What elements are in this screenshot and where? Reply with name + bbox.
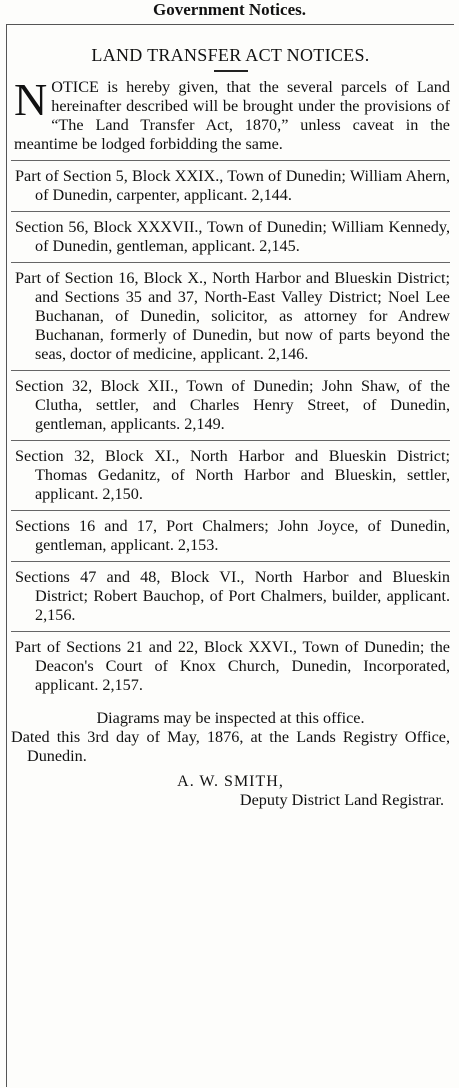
land-entry: Section 56, Block XXXVII., Town of Dunedin; William Kennedy, of Dunedin, gentleman, applicant. 2,145.	[15, 218, 450, 255]
land-entry: Sections 47 and 48, Block VI., North Harbor and Blueskin District; Robert Bauchop, of Port Chalmers, builder, applicant. 2,156.	[15, 568, 450, 624]
land-entry: Sections 16 and 17, Port Chalmers; John Joyce, of Dunedin, gentleman, applicant. 2,153.	[15, 517, 450, 554]
section-heading: Government Notices.	[153, 0, 306, 19]
entry-list	[7, 167, 454, 695]
title-rule	[214, 70, 248, 72]
land-entry: Section 32, Block XI., North Harbor and Blueskin District; Thomas Gedanitz, of North Harbor and Blueskin, settler, applicant. 2,150.	[15, 447, 450, 503]
dated-line: Dated this 3rd day of May, 1876, at the Lands Registry Office, Dunedin.	[11, 728, 450, 765]
diagrams-note: Diagrams may be inspected at this office.	[96, 709, 365, 727]
signatory-name: A. W. SMITH,	[177, 773, 284, 790]
divider	[11, 631, 450, 632]
divider	[11, 160, 450, 161]
land-entry: Part of Sections 21 and 22, Block XXVI., Town of Dunedin; the Deacon's Court of Knox Church, Dunedin, Incorporated, applicant. 2,157.	[15, 638, 450, 694]
drop-cap: N	[14, 74, 48, 125]
notice-column	[6, 24, 454, 1087]
land-entry: Part of Section 16, Block X., North Harbor and Blueskin District; and Sections 35 and 37, North-East Valley District; Noel Lee Buchanan, of Dunedin, solicitor, as attorney for Andrew Buchanan, formerly of Dunedin, but now of parts beyond the seas, doctor of medicine, applicant. 2,146.	[15, 269, 450, 363]
notice-footer	[7, 709, 454, 810]
divider	[11, 262, 450, 263]
divider	[11, 561, 450, 562]
signatory-position: Deputy District Land Registrar.	[239, 791, 444, 809]
divider	[11, 510, 450, 511]
divider	[11, 440, 450, 441]
intro-text: OTICE is hereby given, that the several parcels of Land hereinafter described will be brought under the provisions of “The Land Transfer Act, 1870,” unless caveat in the meantime be lodged forbidding the same.	[14, 78, 450, 153]
notice-intro	[7, 74, 454, 154]
divider	[11, 211, 450, 212]
divider	[11, 370, 450, 371]
land-entry: Part of Section 5, Block XXIX., Town of Dunedin; William Ahern, of Dunedin, carpenter, applicant. 2,144.	[15, 167, 450, 204]
notice-title: LAND TRANSFER ACT NOTICES.	[91, 45, 370, 65]
land-entry: Section 32, Block XII., Town of Dunedin; John Shaw, of the Clutha, settler, and Charles Henry Street, of Dunedin, gentleman, applicants. 2,149.	[15, 377, 450, 433]
